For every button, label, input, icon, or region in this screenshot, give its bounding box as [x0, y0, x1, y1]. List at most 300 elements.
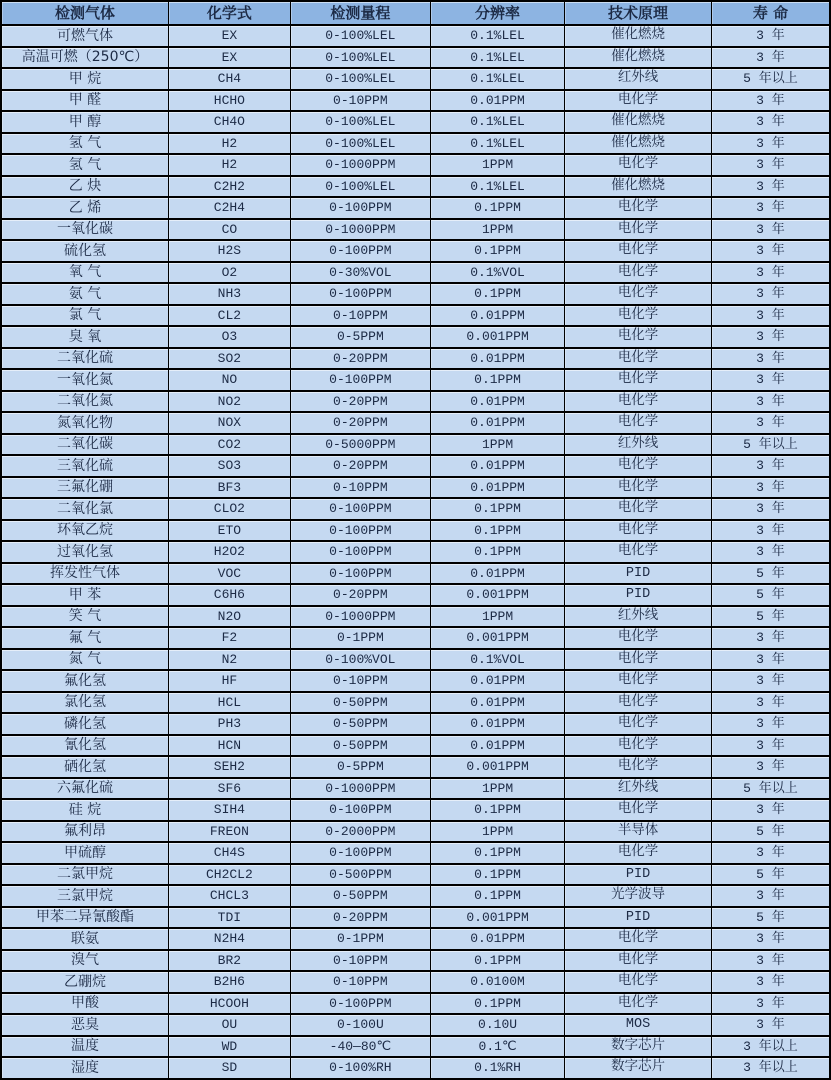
principle-cell: 电化学	[565, 950, 712, 972]
resolution-cell: 0.01PPM	[430, 713, 564, 735]
range-cell: 0-20PPM	[290, 907, 430, 929]
table-row	[1, 434, 830, 456]
principle-cell: MOS	[565, 1014, 712, 1036]
principle-cell: PID	[565, 907, 712, 929]
resolution-cell: 0.01PPM	[430, 477, 564, 499]
principle-cell: 电化学	[565, 928, 712, 950]
formula-cell: C6H6	[168, 584, 290, 606]
principle-cell: 电化学	[565, 283, 712, 305]
table-row	[1, 649, 830, 671]
table-row	[1, 821, 830, 843]
resolution-cell: 0.1%LEL	[430, 68, 564, 90]
table-row	[1, 176, 830, 198]
principle-cell: 电化学	[565, 498, 712, 520]
formula-cell: SEH2	[168, 756, 290, 778]
lifespan-cell: 3 年	[711, 176, 830, 198]
range-cell: 0-50PPM	[290, 692, 430, 714]
gas-name-cell: 三氟化硼	[1, 477, 168, 499]
resolution-cell: 0.1%LEL	[430, 133, 564, 155]
resolution-cell: 0.01PPM	[430, 670, 564, 692]
gas-name-cell: 甲酸	[1, 993, 168, 1015]
formula-cell: H2S	[168, 240, 290, 262]
gas-name-cell: 一氧化氮	[1, 369, 168, 391]
formula-cell: ETO	[168, 520, 290, 542]
range-cell: 0-2000PPM	[290, 821, 430, 843]
lifespan-cell: 3 年	[711, 692, 830, 714]
lifespan-cell: 3 年	[711, 477, 830, 499]
lifespan-cell: 3 年	[711, 799, 830, 821]
gas-name-cell: 硅 烷	[1, 799, 168, 821]
formula-cell: NO2	[168, 391, 290, 413]
range-cell: 0-1PPM	[290, 627, 430, 649]
resolution-cell: 0.001PPM	[430, 584, 564, 606]
lifespan-cell: 5 年以上	[711, 434, 830, 456]
range-cell: 0-100%LEL	[290, 133, 430, 155]
resolution-cell: 0.1PPM	[430, 799, 564, 821]
lifespan-cell: 3 年	[711, 649, 830, 671]
range-cell: 0-1000PPM	[290, 154, 430, 176]
formula-cell: SO3	[168, 455, 290, 477]
table-row	[1, 907, 830, 929]
range-cell: 0-1PPM	[290, 928, 430, 950]
gas-name-cell: 高温可燃（250℃）	[1, 47, 168, 69]
column-header-gas: 检测气体	[1, 1, 168, 25]
table-row	[1, 133, 830, 155]
lifespan-cell: 3 年	[711, 670, 830, 692]
lifespan-cell: 3 年	[711, 90, 830, 112]
table-row	[1, 369, 830, 391]
formula-cell: HF	[168, 670, 290, 692]
range-cell: 0-100PPM	[290, 240, 430, 262]
lifespan-cell: 3 年	[711, 47, 830, 69]
formula-cell: TDI	[168, 907, 290, 929]
resolution-cell: 0.0100M	[430, 971, 564, 993]
lifespan-cell: 3 年	[711, 412, 830, 434]
resolution-cell: 1PPM	[430, 434, 564, 456]
principle-cell: 电化学	[565, 520, 712, 542]
range-cell: 0-20PPM	[290, 412, 430, 434]
resolution-cell: 0.01PPM	[430, 90, 564, 112]
resolution-cell: 0.1%LEL	[430, 176, 564, 198]
table-row	[1, 842, 830, 864]
formula-cell: N2	[168, 649, 290, 671]
resolution-cell: 0.01PPM	[430, 692, 564, 714]
table-row	[1, 584, 830, 606]
table-row	[1, 864, 830, 886]
range-cell: 0-100PPM	[290, 498, 430, 520]
resolution-cell: 0.1%LEL	[430, 111, 564, 133]
resolution-cell: 0.001PPM	[430, 756, 564, 778]
table-row	[1, 197, 830, 219]
gas-name-cell: 硒化氢	[1, 756, 168, 778]
range-cell: 0-100%LEL	[290, 176, 430, 198]
formula-cell: VOC	[168, 563, 290, 585]
lifespan-cell: 5 年以上	[711, 68, 830, 90]
table-body	[1, 25, 830, 1079]
range-cell: 0-100%LEL	[290, 68, 430, 90]
formula-cell: NH3	[168, 283, 290, 305]
formula-cell: CH4O	[168, 111, 290, 133]
range-cell: 0-100PPM	[290, 369, 430, 391]
principle-cell: 催化燃烧	[565, 25, 712, 47]
range-cell: 0-50PPM	[290, 713, 430, 735]
principle-cell: 催化燃烧	[565, 47, 712, 69]
gas-name-cell: 二氧化氯	[1, 498, 168, 520]
gas-name-cell: 氟利昂	[1, 821, 168, 843]
principle-cell: 数字芯片	[565, 1036, 712, 1058]
resolution-cell: 1PPM	[430, 778, 564, 800]
resolution-cell: 0.01PPM	[430, 391, 564, 413]
formula-cell: O2	[168, 262, 290, 284]
lifespan-cell: 3 年	[711, 240, 830, 262]
formula-cell: EX	[168, 47, 290, 69]
gas-name-cell: 联氨	[1, 928, 168, 950]
principle-cell: 电化学	[565, 541, 712, 563]
lifespan-cell: 3 年	[711, 520, 830, 542]
header-row	[1, 1, 830, 25]
range-cell: 0-10PPM	[290, 477, 430, 499]
principle-cell: 电化学	[565, 262, 712, 284]
table-row	[1, 219, 830, 241]
principle-cell: 电化学	[565, 713, 712, 735]
column-header-formula: 化学式	[168, 1, 290, 25]
principle-cell: 电化学	[565, 154, 712, 176]
range-cell: 0-100%LEL	[290, 25, 430, 47]
formula-cell: CO2	[168, 434, 290, 456]
gas-name-cell: 二氧化氮	[1, 391, 168, 413]
principle-cell: 电化学	[565, 240, 712, 262]
range-cell: 0-10PPM	[290, 971, 430, 993]
lifespan-cell: 3 年以上	[711, 1036, 830, 1058]
range-cell: -40—80℃	[290, 1036, 430, 1058]
range-cell: 0-100PPM	[290, 842, 430, 864]
resolution-cell: 0.1%VOL	[430, 262, 564, 284]
lifespan-cell: 3 年	[711, 993, 830, 1015]
lifespan-cell: 3 年	[711, 111, 830, 133]
formula-cell: CH4	[168, 68, 290, 90]
table-row	[1, 498, 830, 520]
range-cell: 0-500PPM	[290, 864, 430, 886]
gas-name-cell: 氟化氢	[1, 670, 168, 692]
formula-cell: NOX	[168, 412, 290, 434]
resolution-cell: 0.1℃	[430, 1036, 564, 1058]
gas-name-cell: 二氧化碳	[1, 434, 168, 456]
table-row	[1, 283, 830, 305]
lifespan-cell: 5 年	[711, 864, 830, 886]
range-cell: 0-100%LEL	[290, 47, 430, 69]
gas-name-cell: 可燃气体	[1, 25, 168, 47]
gas-name-cell: 甲 醇	[1, 111, 168, 133]
principle-cell: 催化燃烧	[565, 176, 712, 198]
table-row	[1, 90, 830, 112]
range-cell: 0-100PPM	[290, 799, 430, 821]
gas-name-cell: 挥发性气体	[1, 563, 168, 585]
formula-cell: NO	[168, 369, 290, 391]
formula-cell: CO	[168, 219, 290, 241]
range-cell: 0-20PPM	[290, 391, 430, 413]
range-cell: 0-10PPM	[290, 90, 430, 112]
principle-cell: 电化学	[565, 412, 712, 434]
lifespan-cell: 3 年	[711, 885, 830, 907]
principle-cell: 电化学	[565, 477, 712, 499]
lifespan-cell: 3 年	[711, 842, 830, 864]
gas-name-cell: 磷化氢	[1, 713, 168, 735]
resolution-cell: 0.1PPM	[430, 283, 564, 305]
table-row	[1, 326, 830, 348]
resolution-cell: 0.01PPM	[430, 412, 564, 434]
principle-cell: 光学波导	[565, 885, 712, 907]
table-row	[1, 563, 830, 585]
table-row	[1, 778, 830, 800]
lifespan-cell: 3 年	[711, 219, 830, 241]
gas-name-cell: 硫化氢	[1, 240, 168, 262]
resolution-cell: 1PPM	[430, 219, 564, 241]
gas-name-cell: 甲苯二异氰酸酯	[1, 907, 168, 929]
formula-cell: C2H2	[168, 176, 290, 198]
resolution-cell: 1PPM	[430, 821, 564, 843]
range-cell: 0-10PPM	[290, 950, 430, 972]
table-row	[1, 713, 830, 735]
formula-cell: EX	[168, 25, 290, 47]
resolution-cell: 0.10U	[430, 1014, 564, 1036]
principle-cell: 电化学	[565, 692, 712, 714]
principle-cell: 电化学	[565, 391, 712, 413]
principle-cell: 催化燃烧	[565, 133, 712, 155]
resolution-cell: 0.01PPM	[430, 563, 564, 585]
resolution-cell: 0.1PPM	[430, 864, 564, 886]
resolution-cell: 0.1PPM	[430, 498, 564, 520]
lifespan-cell: 5 年	[711, 907, 830, 929]
principle-cell: 电化学	[565, 348, 712, 370]
formula-cell: B2H6	[168, 971, 290, 993]
range-cell: 0-1000PPM	[290, 778, 430, 800]
gas-name-cell: 甲 烷	[1, 68, 168, 90]
lifespan-cell: 5 年	[711, 563, 830, 585]
range-cell: 0-100PPM	[290, 520, 430, 542]
lifespan-cell: 3 年	[711, 369, 830, 391]
formula-cell: CH2CL2	[168, 864, 290, 886]
gas-name-cell: 甲硫醇	[1, 842, 168, 864]
principle-cell: 电化学	[565, 993, 712, 1015]
gas-name-cell: 湿度	[1, 1057, 168, 1079]
formula-cell: SIH4	[168, 799, 290, 821]
range-cell: 0-1000PPM	[290, 219, 430, 241]
range-cell: 0-20PPM	[290, 348, 430, 370]
principle-cell: 红外线	[565, 606, 712, 628]
resolution-cell: 0.1%LEL	[430, 25, 564, 47]
table-row	[1, 47, 830, 69]
formula-cell: F2	[168, 627, 290, 649]
table-row	[1, 240, 830, 262]
table-row	[1, 928, 830, 950]
table-row	[1, 735, 830, 757]
formula-cell: SO2	[168, 348, 290, 370]
resolution-cell: 0.1PPM	[430, 842, 564, 864]
principle-cell: PID	[565, 864, 712, 886]
table-row	[1, 477, 830, 499]
gas-name-cell: 二氯甲烷	[1, 864, 168, 886]
table-row	[1, 606, 830, 628]
column-header-resolution: 分辨率	[430, 1, 564, 25]
range-cell: 0-5000PPM	[290, 434, 430, 456]
gas-name-cell: 二氧化硫	[1, 348, 168, 370]
formula-cell: OU	[168, 1014, 290, 1036]
gas-name-cell: 恶臭	[1, 1014, 168, 1036]
lifespan-cell: 5 年	[711, 584, 830, 606]
table-row	[1, 1014, 830, 1036]
lifespan-cell: 5 年	[711, 821, 830, 843]
lifespan-cell: 3 年	[711, 305, 830, 327]
gas-name-cell: 乙 炔	[1, 176, 168, 198]
formula-cell: HCL	[168, 692, 290, 714]
gas-name-cell: 三氧化硫	[1, 455, 168, 477]
resolution-cell: 0.01PPM	[430, 455, 564, 477]
lifespan-cell: 3 年	[711, 283, 830, 305]
table-row	[1, 154, 830, 176]
gas-name-cell: 乙 烯	[1, 197, 168, 219]
gas-name-cell: 氮 气	[1, 649, 168, 671]
range-cell: 0-10PPM	[290, 670, 430, 692]
principle-cell: 电化学	[565, 627, 712, 649]
table-row	[1, 111, 830, 133]
resolution-cell: 0.01PPM	[430, 928, 564, 950]
resolution-cell: 0.01PPM	[430, 305, 564, 327]
principle-cell: 催化燃烧	[565, 111, 712, 133]
principle-cell: 电化学	[565, 197, 712, 219]
resolution-cell: 0.1PPM	[430, 993, 564, 1015]
lifespan-cell: 5 年	[711, 606, 830, 628]
gas-name-cell: 三氯甲烷	[1, 885, 168, 907]
lifespan-cell: 3 年	[711, 950, 830, 972]
resolution-cell: 0.1PPM	[430, 950, 564, 972]
lifespan-cell: 3 年	[711, 455, 830, 477]
formula-cell: O3	[168, 326, 290, 348]
formula-cell: WD	[168, 1036, 290, 1058]
lifespan-cell: 3 年	[711, 391, 830, 413]
lifespan-cell: 3 年	[711, 713, 830, 735]
table-row	[1, 25, 830, 47]
gas-name-cell: 臭 氧	[1, 326, 168, 348]
resolution-cell: 0.1%VOL	[430, 649, 564, 671]
table-row	[1, 756, 830, 778]
resolution-cell: 0.001PPM	[430, 627, 564, 649]
formula-cell: H2O2	[168, 541, 290, 563]
table-row	[1, 1036, 830, 1058]
formula-cell: C2H4	[168, 197, 290, 219]
resolution-cell: 0.1PPM	[430, 197, 564, 219]
principle-cell: 半导体	[565, 821, 712, 843]
resolution-cell: 0.1PPM	[430, 240, 564, 262]
resolution-cell: 0.1PPM	[430, 541, 564, 563]
formula-cell: HCN	[168, 735, 290, 757]
gas-name-cell: 笑 气	[1, 606, 168, 628]
lifespan-cell: 3 年	[711, 348, 830, 370]
column-header-principle: 技术原理	[565, 1, 712, 25]
column-header-range: 检测量程	[290, 1, 430, 25]
principle-cell: 电化学	[565, 369, 712, 391]
range-cell: 0-20PPM	[290, 455, 430, 477]
range-cell: 0-30%VOL	[290, 262, 430, 284]
range-cell: 0-100PPM	[290, 563, 430, 585]
column-header-lifespan: 寿 命	[711, 1, 830, 25]
lifespan-cell: 3 年	[711, 133, 830, 155]
lifespan-cell: 5 年以上	[711, 778, 830, 800]
resolution-cell: 0.1PPM	[430, 885, 564, 907]
table-row	[1, 692, 830, 714]
lifespan-cell: 3 年	[711, 498, 830, 520]
range-cell: 0-100%LEL	[290, 111, 430, 133]
gas-name-cell: 六氟化硫	[1, 778, 168, 800]
table-row	[1, 520, 830, 542]
resolution-cell: 0.1%LEL	[430, 47, 564, 69]
principle-cell: 电化学	[565, 649, 712, 671]
formula-cell: CH4S	[168, 842, 290, 864]
lifespan-cell: 3 年	[711, 326, 830, 348]
resolution-cell: 0.001PPM	[430, 326, 564, 348]
principle-cell: 数字芯片	[565, 1057, 712, 1079]
gas-name-cell: 溴气	[1, 950, 168, 972]
table-row	[1, 68, 830, 90]
gas-name-cell: 氢 气	[1, 133, 168, 155]
range-cell: 0-50PPM	[290, 885, 430, 907]
formula-cell: HCOOH	[168, 993, 290, 1015]
resolution-cell: 0.1PPM	[430, 369, 564, 391]
formula-cell: HCHO	[168, 90, 290, 112]
formula-cell: CL2	[168, 305, 290, 327]
principle-cell: 电化学	[565, 670, 712, 692]
range-cell: 0-5PPM	[290, 756, 430, 778]
gas-name-cell: 环氧乙烷	[1, 520, 168, 542]
gas-name-cell: 甲 苯	[1, 584, 168, 606]
table-row	[1, 391, 830, 413]
range-cell: 0-20PPM	[290, 584, 430, 606]
principle-cell: 电化学	[565, 455, 712, 477]
gas-name-cell: 氟 气	[1, 627, 168, 649]
resolution-cell: 0.01PPM	[430, 735, 564, 757]
lifespan-cell: 3 年	[711, 971, 830, 993]
lifespan-cell: 3 年	[711, 735, 830, 757]
table-row	[1, 348, 830, 370]
resolution-cell: 1PPM	[430, 606, 564, 628]
gas-name-cell: 一氧化碳	[1, 219, 168, 241]
formula-cell: N2H4	[168, 928, 290, 950]
principle-cell: 电化学	[565, 90, 712, 112]
lifespan-cell: 3 年	[711, 25, 830, 47]
lifespan-cell: 3 年	[711, 1014, 830, 1036]
table-row	[1, 262, 830, 284]
gas-name-cell: 氮氧化物	[1, 412, 168, 434]
resolution-cell: 0.1PPM	[430, 520, 564, 542]
range-cell: 0-100PPM	[290, 993, 430, 1015]
range-cell: 0-1000PPM	[290, 606, 430, 628]
table-row	[1, 627, 830, 649]
gas-name-cell: 乙硼烷	[1, 971, 168, 993]
principle-cell: 红外线	[565, 68, 712, 90]
table-row	[1, 455, 830, 477]
lifespan-cell: 3 年	[711, 262, 830, 284]
table-row	[1, 412, 830, 434]
resolution-cell: 0.1%RH	[430, 1057, 564, 1079]
lifespan-cell: 3 年	[711, 154, 830, 176]
table-row	[1, 799, 830, 821]
formula-cell: H2	[168, 154, 290, 176]
table-row	[1, 993, 830, 1015]
gas-name-cell: 温度	[1, 1036, 168, 1058]
principle-cell: 电化学	[565, 219, 712, 241]
formula-cell: CLO2	[168, 498, 290, 520]
gas-name-cell: 氢 气	[1, 154, 168, 176]
principle-cell: 电化学	[565, 305, 712, 327]
